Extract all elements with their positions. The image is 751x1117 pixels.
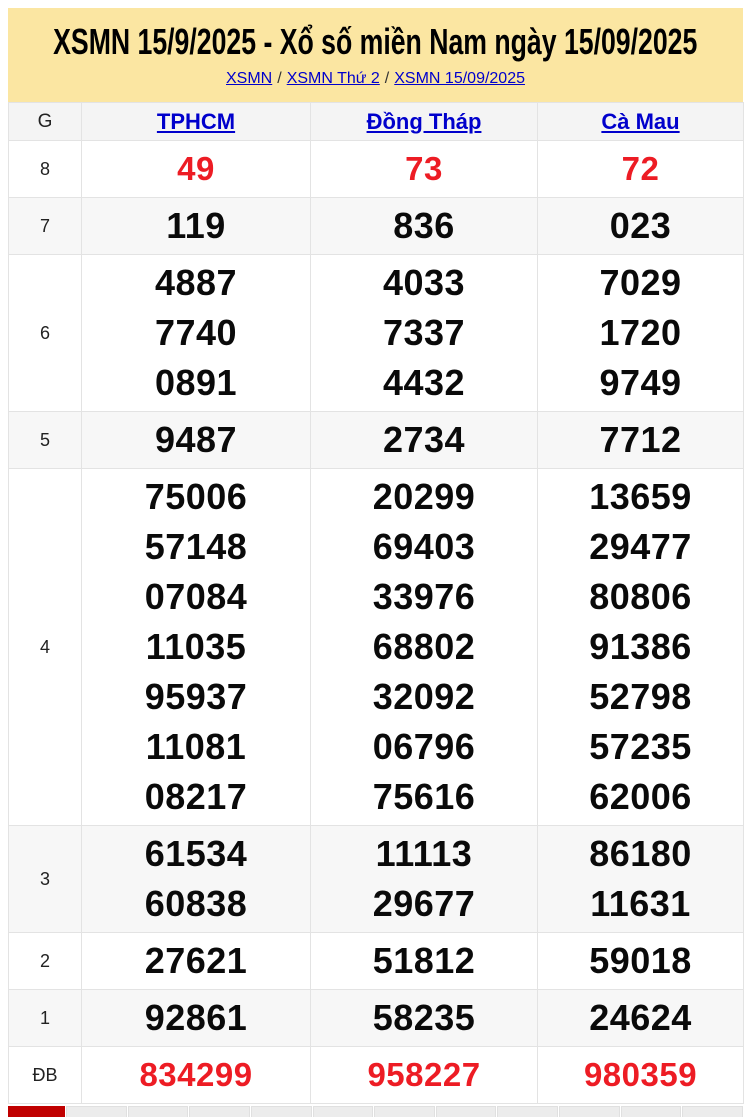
result-number: 07084: [144, 576, 248, 617]
breadcrumb-separator: /: [384, 69, 390, 87]
partial-cell: [189, 1106, 250, 1117]
result-number: 4033: [382, 262, 466, 303]
prize-row-6: [9, 255, 744, 412]
result-cell: [82, 933, 311, 990]
result-number: 58235: [372, 997, 476, 1038]
result-cell: [82, 198, 311, 255]
partial-cell: [682, 1106, 743, 1117]
results-table: [8, 102, 744, 1104]
result-number: 29477: [589, 526, 692, 567]
prize-label-1: 1: [9, 990, 82, 1047]
breadcrumb-link-xsmn-thu-2[interactable]: XSMN Thứ 2: [286, 69, 380, 87]
result-number: 0891: [154, 362, 238, 403]
result-cell: [311, 412, 538, 469]
partial-cell: [313, 1106, 374, 1117]
result-number: 9749: [599, 362, 682, 403]
result-number: 75616: [372, 776, 476, 817]
result-number: 958227: [367, 1056, 481, 1093]
partial-cell: [66, 1106, 127, 1117]
prize-label-4: 4: [9, 469, 82, 826]
prize-row-8: [9, 141, 744, 198]
result-number: 52798: [589, 676, 692, 717]
prize-row-db: [9, 1047, 744, 1104]
prize-row-4: [9, 469, 744, 826]
partial-cell: [436, 1106, 497, 1117]
result-number: 57235: [589, 726, 692, 767]
page-header: [8, 8, 743, 102]
result-number: 836: [393, 205, 455, 246]
result-number: 20299: [372, 476, 476, 517]
column-header-dong-thap: [311, 103, 538, 141]
result-cell: [538, 412, 744, 469]
result-cell: [538, 933, 744, 990]
result-number: 75006: [144, 476, 248, 517]
column-header-tphcm: [82, 103, 311, 141]
prize-row-2: [9, 933, 744, 990]
prize-label-db: ĐB: [9, 1047, 82, 1104]
result-cell: [311, 990, 538, 1047]
result-number: 27621: [144, 940, 248, 981]
result-cell: [82, 990, 311, 1047]
result-number: 68802: [372, 626, 476, 667]
result-number: 72: [621, 150, 660, 187]
prize-label-3: 3: [9, 826, 82, 933]
result-number: 7337: [382, 312, 466, 353]
result-cell: [82, 412, 311, 469]
column-link-dong-thap[interactable]: Đồng Tháp: [366, 108, 482, 134]
result-cell: [311, 826, 538, 933]
result-cell: [538, 990, 744, 1047]
prize-row-5: [9, 412, 744, 469]
result-number: 834299: [139, 1056, 253, 1093]
result-cell: [311, 933, 538, 990]
table-header-row: [9, 103, 744, 141]
result-number: 4432: [382, 362, 466, 403]
result-number: 08217: [144, 776, 248, 817]
result-cell: [82, 469, 311, 826]
result-cell: [538, 826, 744, 933]
result-cell: [538, 1047, 744, 1104]
result-number: 86180: [589, 833, 692, 874]
next-table-partial-row: [8, 1106, 743, 1117]
partial-highlight-cell: [8, 1106, 65, 1117]
result-cell: [538, 255, 744, 412]
result-cell: [311, 469, 538, 826]
partial-cell: [251, 1106, 312, 1117]
result-number: 61534: [144, 833, 248, 874]
result-number: 29677: [372, 883, 476, 924]
result-cell: [82, 255, 311, 412]
partial-cell: [128, 1106, 189, 1117]
partial-cell: [374, 1106, 435, 1117]
result-number: 24624: [589, 997, 692, 1038]
result-number: 1720: [599, 312, 682, 353]
result-number: 91386: [589, 626, 692, 667]
breadcrumb-separator: /: [277, 69, 282, 87]
result-cell: [311, 141, 538, 198]
result-cell: [82, 141, 311, 198]
partial-cell: [559, 1106, 620, 1117]
result-cell: [311, 255, 538, 412]
result-number: 7740: [154, 312, 238, 353]
result-number: 33976: [372, 576, 476, 617]
breadcrumb: [226, 70, 525, 88]
result-number: 73: [405, 150, 443, 187]
result-number: 11081: [145, 726, 247, 767]
result-number: 119: [166, 205, 226, 246]
result-number: 9487: [154, 419, 238, 460]
result-number: 92861: [144, 997, 248, 1038]
result-number: 95937: [144, 676, 248, 717]
result-number: 51812: [372, 940, 476, 981]
result-number: 7712: [599, 419, 682, 460]
result-number: 2734: [382, 419, 466, 460]
prize-row-3: [9, 826, 744, 933]
result-number: 11113: [375, 833, 473, 874]
result-number: 7029: [599, 262, 682, 303]
prize-label-6: 6: [9, 255, 82, 412]
result-number: 4887: [154, 262, 238, 303]
result-number: 57148: [144, 526, 248, 567]
result-number: 13659: [589, 476, 692, 517]
partial-cell: [621, 1106, 682, 1117]
result-cell: [82, 1047, 311, 1104]
result-number: 62006: [589, 776, 692, 817]
result-cell: [538, 198, 744, 255]
result-number: 11631: [590, 883, 691, 924]
column-link-ca-mau[interactable]: Cà Mau: [601, 108, 680, 134]
breadcrumb-link-xsmn[interactable]: XSMN: [226, 69, 273, 87]
result-number: 49: [177, 150, 215, 187]
result-cell: [82, 826, 311, 933]
prize-row-7: [9, 198, 744, 255]
result-cell: [311, 198, 538, 255]
result-number: 023: [609, 205, 672, 246]
result-cell: [538, 141, 744, 198]
page-title: XSMN 15/9/2025 - Xổ số miền Nam ngày 15/09/2025: [53, 21, 698, 63]
corner-label: G: [9, 103, 82, 141]
result-number: 59018: [589, 940, 692, 981]
result-number: 69403: [372, 526, 476, 567]
column-header-ca-mau: [538, 103, 744, 141]
result-cell: [311, 1047, 538, 1104]
prize-row-1: [9, 990, 744, 1047]
result-number: 32092: [372, 676, 476, 717]
prize-label-7: 7: [9, 198, 82, 255]
result-number: 980359: [583, 1056, 698, 1093]
result-number: 80806: [589, 576, 692, 617]
prize-label-2: 2: [9, 933, 82, 990]
result-cell: [538, 469, 744, 826]
breadcrumb-link-xsmn-date[interactable]: XSMN 15/09/2025: [394, 69, 525, 87]
prize-label-8: 8: [9, 141, 82, 198]
column-link-tphcm[interactable]: TPHCM: [156, 108, 236, 134]
result-number: 60838: [144, 883, 248, 924]
result-number: 06796: [372, 726, 476, 767]
result-number: 11035: [145, 626, 247, 667]
partial-cell: [497, 1106, 558, 1117]
prize-label-5: 5: [9, 412, 82, 469]
